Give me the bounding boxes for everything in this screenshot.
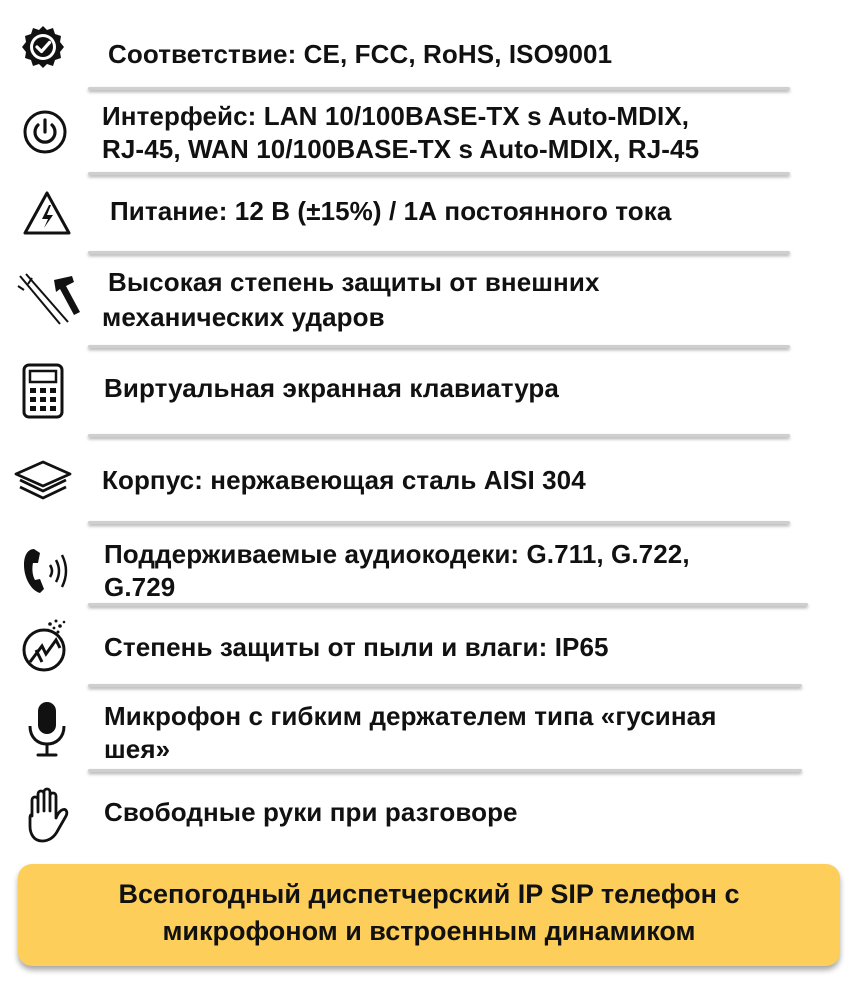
- divider: [88, 684, 802, 687]
- hammer-impact-icon: [16, 272, 84, 328]
- power-icon: [22, 109, 68, 155]
- microphone-icon: [24, 700, 70, 758]
- feature-text: Степень защиты от пыли и влаги: IP65: [104, 632, 609, 662]
- certified-badge-icon: [20, 24, 66, 70]
- layers-icon: [12, 458, 74, 504]
- divider: [88, 251, 790, 254]
- divider: [88, 434, 790, 437]
- product-banner: [18, 864, 840, 966]
- feature-text: Свободные руки при разговоре: [104, 797, 518, 827]
- feature-text: Соответствие: CE, FCC, RoHS, ISO9001: [108, 39, 613, 69]
- feature-text: Поддерживаемые аудиокодеки: G.711, G.722, G.729: [104, 539, 690, 602]
- dust-water-icon: [20, 618, 70, 674]
- banner-title: Всепогодный диспетчерский IP SIP телефон с микрофоном и встроенным динамиком: [118, 879, 740, 946]
- feature-text: Микрофон с гибким держателем типа «гусиная шея»: [104, 701, 717, 764]
- divider: [88, 521, 790, 524]
- divider: [88, 87, 790, 90]
- hand-icon: [18, 786, 74, 844]
- feature-text: Интерфейс: LAN 10/100BASE-TX s Auto-MDIX, RJ-45, WAN 10/100BASE-TX s Auto-MDIX, RJ-45: [102, 101, 700, 164]
- phone-sound-icon: [20, 545, 76, 597]
- divider: [88, 769, 802, 772]
- feature-text: Виртуальная экранная клавиатура: [104, 373, 559, 403]
- high-voltage-icon: [22, 190, 72, 236]
- divider: [88, 345, 790, 348]
- feature-text: механических ударов: [102, 302, 385, 332]
- divider: [88, 603, 808, 606]
- feature-text: Корпус: нержавеющая сталь AISI 304: [102, 465, 586, 495]
- calculator-keypad-icon: [20, 362, 66, 420]
- feature-text: Высокая степень защиты от внешних: [108, 267, 600, 297]
- feature-text: Питание: 12 В (±15%) / 1А постоянного тока: [110, 196, 672, 226]
- divider: [88, 172, 790, 175]
